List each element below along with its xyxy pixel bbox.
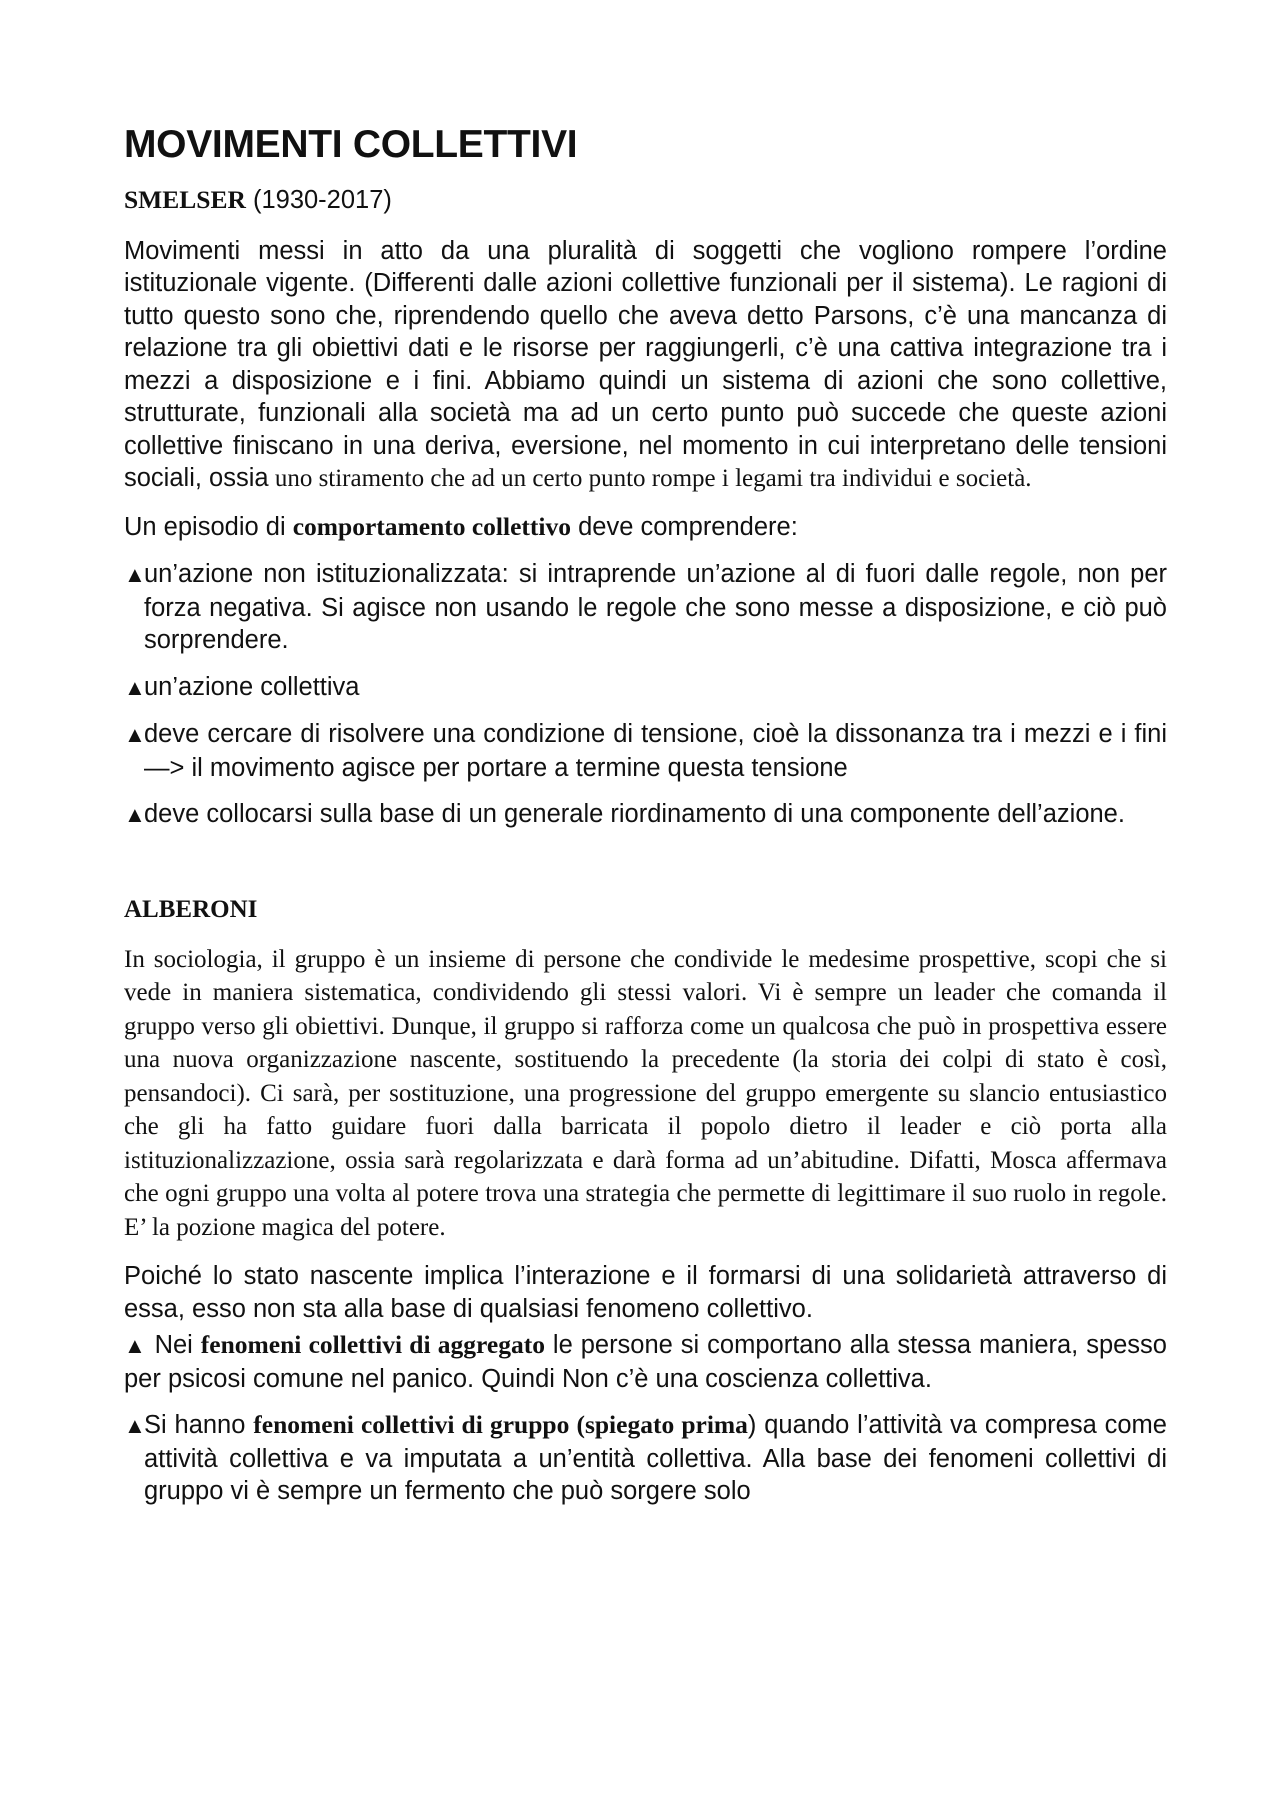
smelser-paragraph: Movimenti messi in atto da una pluralità di soggetti che vogliono rompere l’ordine istituzionale vigente. (Differenti dalle azioni collettive funzionali per il sistema). Le ragioni di tutto questo sono che, riprendendo quello che aveva detto Parsons, c’è una mancanza di relazione tra gli obiettivi dati e le risorse per raggiungerli, c’è una cattiva integrazione tra i mezzi a disposizione e i fini. Abbiamo quindi un sistema di azioni che sono collettive, strutturate, funzionali alla società ma ad un certo punto può succede che queste azioni collettive finiscano in una deriva, eversione, nel momento in cui interpretano delle tensioni sociali, ossia uno stiramento che ad un certo punto rompe i legami tra individui e società. [124,236,1167,492]
triangle-bullet-icon: ▲ [124,674,146,700]
list-item: ▲ Nei fenomeni collettivi di aggregato le persone si comportano alla stessa maniera, spesso per psicosi comune nel panico. Quindi Non c’è una coscienza collettiva. [124,1330,1167,1393]
list-item: ▲deve collocarsi sulla base di un generale riordinamento di una componente dell’azione. [124,798,1167,832]
episode-line: Un episodio di comportamento collettivo deve comprendere: [124,511,798,541]
triangle-bullet-icon: ▲ [124,722,146,747]
triangle-bullet-icon: ▲ [124,1413,146,1438]
smelser-heading [124,184,1167,217]
alberoni-paragraph: In sociologia, il gruppo è un insieme di persone che condivide le medesime prospettive, scopi che si vede in maniera sistematica, condividendo gli stessi valori. Vi è sempre un leader che comanda il gruppo verso gli obiettivi. Dunque, il gruppo si rafforza come un qualcosa che può in prospettiva essere una nuova organizzazione nascente, sostituendo la precedente (la storia dei colpi di stato è così, pensandoci). Ci sarà, per sostituzione, una progressione del gruppo emergente su slancio entusiastico che gli ha fatto guidare fuori dalla barricata il popolo dietro il leader e ciò porta alla istituzionalizzazione, ossia sarà regolarizzata e darà forma ad un’abitudine. Difatti, Mosca affermava che ogni gruppo una volta al potere trova una strategia che permette di legittimare il suo ruolo in regole. E’ la pozione magica del potere. [124,945,1167,1241]
list-item: ▲un’azione non istituzionalizzata: si intraprende un’azione al di fuori dalle regole, non per forza negativa. Si agisce non usando le regole che sono messe a disposizione, e ciò può sorprendere. [124,560,1167,654]
smelser-years: (1930-2017) [245,186,392,214]
list-item: ▲un’azione collettiva [124,671,1167,705]
alberoni-heading: ALBERONI [124,895,258,923]
triangle-bullet-icon: ▲ [124,802,146,827]
page-title: MOVIMENTI COLLETTIVI [124,123,578,166]
list-item: ▲deve cercare di risolvere una condizione di tensione, cioè la dissonanza tra i mezzi e i fini —> il movimento agisce per portare a termine questa tensione [124,720,1167,782]
smelser-name: SMELSER [124,185,246,214]
stato-nascente-paragraph: Poiché lo stato nascente implica l’interazione e il formarsi di una solidarietà attraverso di essa, esso non sta alla base di qualsiasi fenomeno collettivo. [124,1262,1167,1323]
triangle-bullet-icon: ▲ [124,562,146,587]
list-item: ▲Si hanno fenomeni collettivi di gruppo (spiegato prima) quando l’attività va compresa come attività collettiva e va imputata a un’entità collettiva. Alla base dei fenomeni collettivi di gruppo vi è sempre un fermento che può sorgere solo [124,1410,1167,1505]
triangle-bullet-icon: ▲ [124,1333,147,1358]
